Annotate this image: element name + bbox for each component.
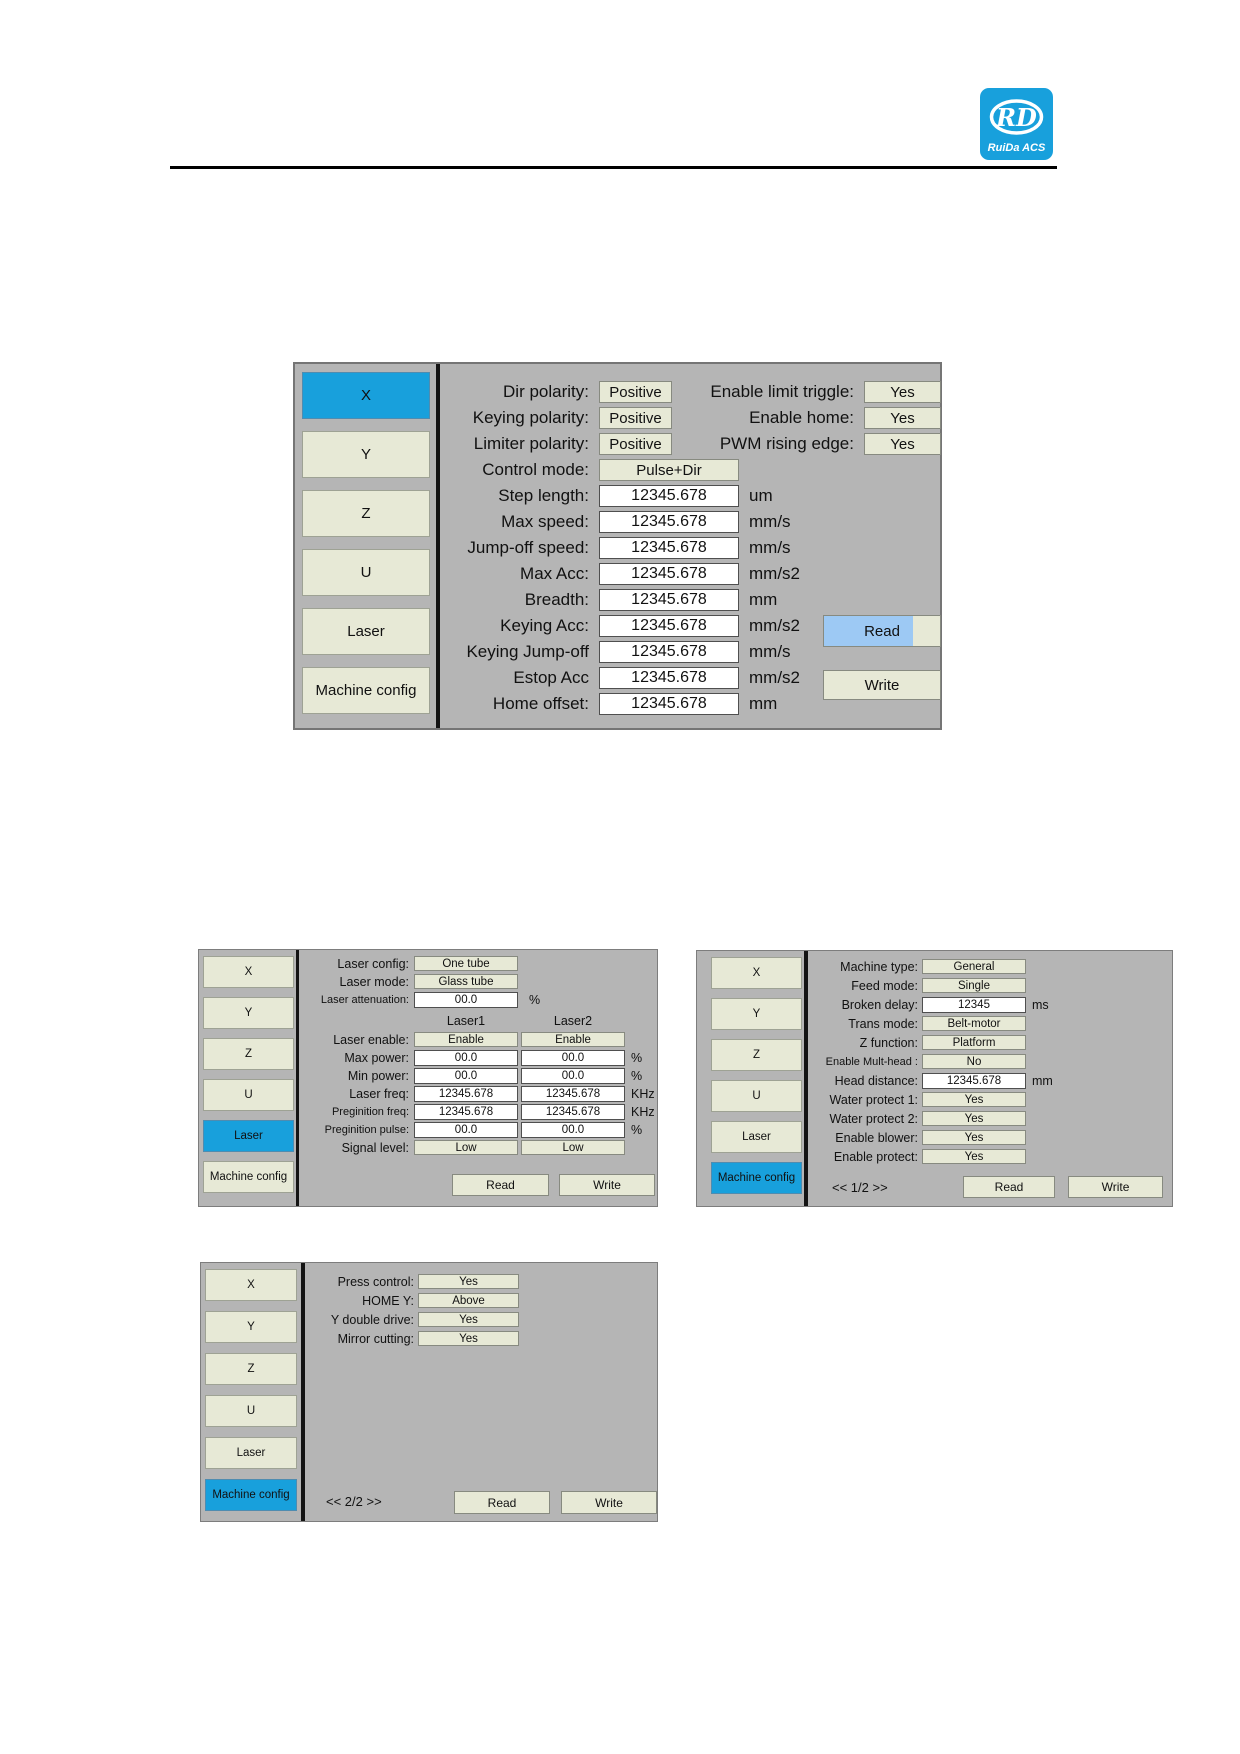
sidebar-item-label: X — [360, 387, 371, 404]
unit-label: KHz — [631, 1105, 655, 1119]
field-label: Water protect 1: — [829, 1093, 918, 1107]
keying-polarity-select[interactable] — [599, 407, 672, 429]
button-label: Low — [562, 1141, 584, 1154]
field-label: Jump-off speed: — [467, 538, 589, 557]
unit-label: % — [631, 1051, 643, 1065]
button-label: One tube — [442, 957, 490, 970]
button-label: Yes — [890, 409, 915, 427]
field-label: Water protect 2: — [829, 1112, 918, 1126]
sidebar-item-label: U — [246, 1405, 256, 1417]
field-label: Limiter polarity: — [473, 434, 589, 453]
y-double-drive-select[interactable] — [418, 1312, 519, 1327]
button-label: Glass tube — [438, 975, 494, 988]
field-label: Laser attenuation: — [320, 994, 409, 1006]
sidebar-item-machine-config[interactable] — [711, 1162, 802, 1194]
write-button[interactable] — [1068, 1176, 1163, 1198]
column-header: Laser2 — [553, 1014, 593, 1028]
button-label: General — [953, 960, 995, 973]
max-power-2-input[interactable]: 00.0 — [521, 1050, 625, 1066]
panel-axis-config — [293, 362, 942, 730]
field-label: Keying polarity: — [472, 408, 589, 427]
field-label: Trans mode: — [848, 1017, 918, 1031]
sidebar-item-label: Laser — [347, 623, 385, 640]
button-label: Yes — [964, 1131, 984, 1144]
field-label: Min power: — [347, 1069, 409, 1083]
max-power-1-input[interactable]: 00.0 — [414, 1050, 518, 1066]
dir-polarity-select[interactable] — [599, 381, 672, 403]
field-label: Head distance: — [834, 1074, 918, 1088]
sidebar-item-label: Y — [752, 1008, 761, 1020]
mirror-cutting-select[interactable] — [418, 1331, 519, 1346]
sidebar-item-label: X — [244, 966, 253, 978]
field-label: Max Acc: — [520, 564, 589, 583]
pager-control[interactable]: << 2/2 >> — [326, 1493, 382, 1509]
press-control-select[interactable] — [418, 1274, 519, 1289]
sidebar-item-label: U — [752, 1090, 761, 1102]
button-label: Belt-motor — [947, 1017, 1001, 1030]
sidebar-item-laser[interactable] — [205, 1437, 297, 1469]
unit-label: mm/s — [749, 512, 791, 531]
panel-laser-config — [198, 949, 658, 1207]
unit-label: % — [529, 993, 541, 1007]
sidebar-item-label: X — [752, 967, 761, 979]
sidebar-item-machine-config[interactable] — [205, 1479, 297, 1511]
sidebar-item-label: Y — [360, 446, 371, 463]
read-button[interactable] — [963, 1176, 1055, 1198]
unit-label: um — [749, 486, 773, 505]
button-label: Above — [452, 1294, 485, 1307]
field-label: Signal level: — [341, 1141, 409, 1155]
enable-blower-select[interactable] — [922, 1130, 1026, 1145]
enable-limit-triggle-select[interactable] — [864, 381, 941, 403]
field-label: Enable Mult-head : — [825, 1056, 918, 1068]
write-button[interactable] — [559, 1174, 655, 1196]
unit-label: mm — [749, 694, 778, 713]
sidebar-item-label: X — [247, 1279, 255, 1291]
field-label: Machine type: — [840, 960, 918, 974]
ruida-logo — [980, 88, 1053, 160]
sidebar-item-label: Machine config — [209, 1171, 288, 1183]
water-protect-2-select[interactable] — [922, 1111, 1026, 1126]
field-label: Control mode: — [482, 460, 589, 479]
field-label: Enable protect: — [833, 1150, 918, 1164]
max-acc-input[interactable]: 12345.678 — [599, 563, 739, 585]
sidebar-item-label: Machine config — [315, 682, 417, 699]
field-label: Press control: — [337, 1275, 414, 1289]
laser-mode-select[interactable] — [414, 974, 518, 989]
machine-type-select[interactable] — [922, 959, 1026, 974]
column-header: Laser1 — [446, 1014, 486, 1028]
field-label: Enable limit triggle: — [710, 382, 854, 401]
button-label: Yes — [890, 435, 915, 453]
field-label: Laser mode: — [339, 975, 409, 989]
button-label: Write — [864, 676, 900, 694]
sidebar-item-label: Machine config — [717, 1172, 796, 1184]
laser-enable-1-select[interactable] — [414, 1032, 518, 1047]
keying-jump-off-input[interactable]: 12345.678 — [599, 641, 739, 663]
button-label: No — [966, 1055, 982, 1068]
button-label: Write — [595, 1495, 623, 1510]
button-label: Enable — [448, 1033, 484, 1046]
sidebar-item-z[interactable] — [205, 1353, 297, 1385]
limiter-polarity-select[interactable] — [599, 433, 672, 455]
sidebar-item-label: Laser — [234, 1130, 263, 1142]
preginition-freq-2-input[interactable]: 12345.678 — [521, 1104, 625, 1120]
sidebar-item-label: Laser — [742, 1131, 771, 1143]
field-label: Step length: — [498, 486, 589, 505]
preginition-pulse-1-input[interactable]: 00.0 — [414, 1122, 518, 1138]
sidebar-item-label: Z — [247, 1363, 255, 1375]
keying-acc-input[interactable]: 12345.678 — [599, 615, 739, 637]
pager-control[interactable]: << 1/2 >> — [832, 1179, 888, 1195]
sidebar-item-label: Y — [244, 1007, 253, 1019]
field-label: Max power: — [344, 1051, 409, 1065]
panel-machine-config-2 — [200, 1262, 658, 1522]
sidebar-item-label: Machine config — [212, 1489, 290, 1501]
sidebar-item-u[interactable] — [205, 1395, 297, 1427]
field-label: Dir polarity: — [503, 382, 589, 401]
write-button[interactable] — [561, 1491, 657, 1514]
unit-label: ms — [1032, 998, 1049, 1012]
pwm-rising-edge-select[interactable] — [864, 433, 941, 455]
logo-brand: RuiDa ACS — [987, 142, 1046, 154]
enable-home-select[interactable] — [864, 407, 941, 429]
feed-mode-select[interactable] — [922, 978, 1026, 993]
field-label: Keying Jump-off — [466, 642, 589, 661]
preginition-freq-1-input[interactable]: 12345.678 — [414, 1104, 518, 1120]
field-label: Keying Acc: — [500, 616, 589, 635]
min-power-1-input[interactable]: 00.0 — [414, 1068, 518, 1084]
panel-machine-config-1 — [696, 950, 1173, 1207]
button-label: Write — [593, 1178, 621, 1192]
field-label: Mirror cutting: — [337, 1332, 414, 1346]
jump-off-speed-input[interactable]: 12345.678 — [599, 537, 739, 559]
sidebar-item-label: Z — [752, 1049, 761, 1061]
button-label: Yes — [459, 1332, 478, 1345]
sidebar-item-label: U — [244, 1089, 253, 1101]
water-protect-1-select[interactable] — [922, 1092, 1026, 1107]
sidebar-item-label: Z — [361, 505, 371, 522]
trans-mode-select[interactable] — [922, 1016, 1026, 1031]
unit-label: mm — [749, 590, 778, 609]
laser-config-select[interactable] — [414, 956, 518, 971]
read-button[interactable] — [452, 1174, 549, 1196]
sidebar-item-label: Z — [244, 1048, 253, 1060]
home-offset-input[interactable]: 12345.678 — [599, 693, 739, 715]
button-label: Yes — [890, 383, 915, 401]
header-rule — [170, 166, 1057, 169]
field-label: Enable home: — [749, 408, 854, 427]
button-label: Yes — [964, 1093, 984, 1106]
broken-delay-input[interactable]: 12345 — [922, 997, 1026, 1013]
enable-mult-head-select[interactable] — [922, 1054, 1026, 1069]
control-mode-select[interactable] — [599, 459, 739, 481]
unit-label: mm/s2 — [749, 668, 800, 687]
field-label: HOME Y: — [362, 1294, 414, 1308]
button-label: Pulse+Dir — [636, 461, 702, 479]
unit-label: % — [631, 1123, 643, 1137]
button-label: Read — [487, 1495, 517, 1510]
home-y-select[interactable] — [418, 1293, 519, 1308]
min-power-2-input[interactable]: 00.0 — [521, 1068, 625, 1084]
button-label: Platform — [952, 1036, 996, 1049]
field-label: PWM rising edge: — [719, 434, 854, 453]
field-label: Breadth: — [524, 590, 589, 609]
enable-protect-select[interactable] — [922, 1149, 1026, 1164]
button-label: Single — [958, 979, 990, 992]
button-label: Yes — [964, 1150, 984, 1163]
field-label: Laser enable: — [333, 1033, 409, 1047]
read-button[interactable] — [823, 615, 941, 647]
unit-label: mm/s2 — [749, 564, 800, 583]
button-label: Positive — [609, 435, 662, 453]
preginition-pulse-2-input[interactable]: 00.0 — [521, 1122, 625, 1138]
field-label: Laser config: — [337, 957, 409, 971]
field-label: Feed mode: — [851, 979, 918, 993]
field-label: Broken delay: — [841, 998, 918, 1012]
unit-label: mm/s — [749, 642, 791, 661]
unit-label: % — [631, 1069, 643, 1083]
field-label: Home offset: — [492, 694, 589, 713]
unit-label: mm/s2 — [749, 616, 800, 635]
laser-freq-1-input[interactable]: 12345.678 — [414, 1086, 518, 1102]
field-label: Enable blower: — [835, 1131, 918, 1145]
button-label: Yes — [459, 1313, 478, 1326]
unit-label: mm/s — [749, 538, 791, 557]
max-speed-input[interactable]: 12345.678 — [599, 511, 739, 533]
field-label: Laser freq: — [349, 1087, 409, 1101]
sidebar-item-label: Y — [247, 1321, 255, 1333]
sidebar-item-label: U — [360, 564, 372, 581]
button-label: Enable — [555, 1033, 591, 1046]
signal-level-1-select[interactable] — [414, 1140, 518, 1155]
unit-label: mm — [1032, 1074, 1053, 1088]
button-label: Yes — [459, 1275, 478, 1288]
signal-level-2-select[interactable] — [521, 1140, 625, 1155]
laser-enable-2-select[interactable] — [521, 1032, 625, 1047]
read-button[interactable] — [454, 1491, 550, 1514]
step-length-input[interactable]: 12345.678 — [599, 485, 739, 507]
z-function-select[interactable] — [922, 1035, 1026, 1050]
field-label: Preginition pulse: — [324, 1124, 409, 1136]
button-label: Read — [864, 622, 900, 640]
button-label: Positive — [609, 383, 662, 401]
laser-freq-2-input[interactable]: 12345.678 — [521, 1086, 625, 1102]
field-label: Max speed: — [501, 512, 589, 531]
field-label: Y double drive: — [330, 1313, 414, 1327]
sidebar-item-machine-config[interactable] — [203, 1161, 294, 1193]
field-label: Preginition freq: — [331, 1106, 409, 1118]
write-button[interactable] — [823, 670, 941, 700]
field-label: Estop Acc — [513, 668, 589, 687]
head-distance-input[interactable]: 12345.678 — [922, 1073, 1026, 1089]
breadth-input[interactable]: 12345.678 — [599, 589, 739, 611]
button-label: Read — [994, 1180, 1024, 1194]
button-label: Read — [486, 1178, 515, 1192]
button-label: Yes — [964, 1112, 984, 1125]
button-label: Positive — [609, 409, 662, 427]
sidebar-item-label: Laser — [236, 1447, 266, 1459]
button-label: Write — [1101, 1180, 1130, 1194]
estop-acc-input[interactable]: 12345.678 — [599, 667, 739, 689]
logo-monogram: RD — [996, 103, 1037, 132]
unit-label: KHz — [631, 1087, 655, 1101]
button-label: Low — [455, 1141, 477, 1154]
laser-attenuation-input[interactable]: 00.0 — [414, 992, 518, 1008]
field-label: Z function: — [859, 1036, 918, 1050]
ruida-logo-icon — [980, 88, 1053, 160]
